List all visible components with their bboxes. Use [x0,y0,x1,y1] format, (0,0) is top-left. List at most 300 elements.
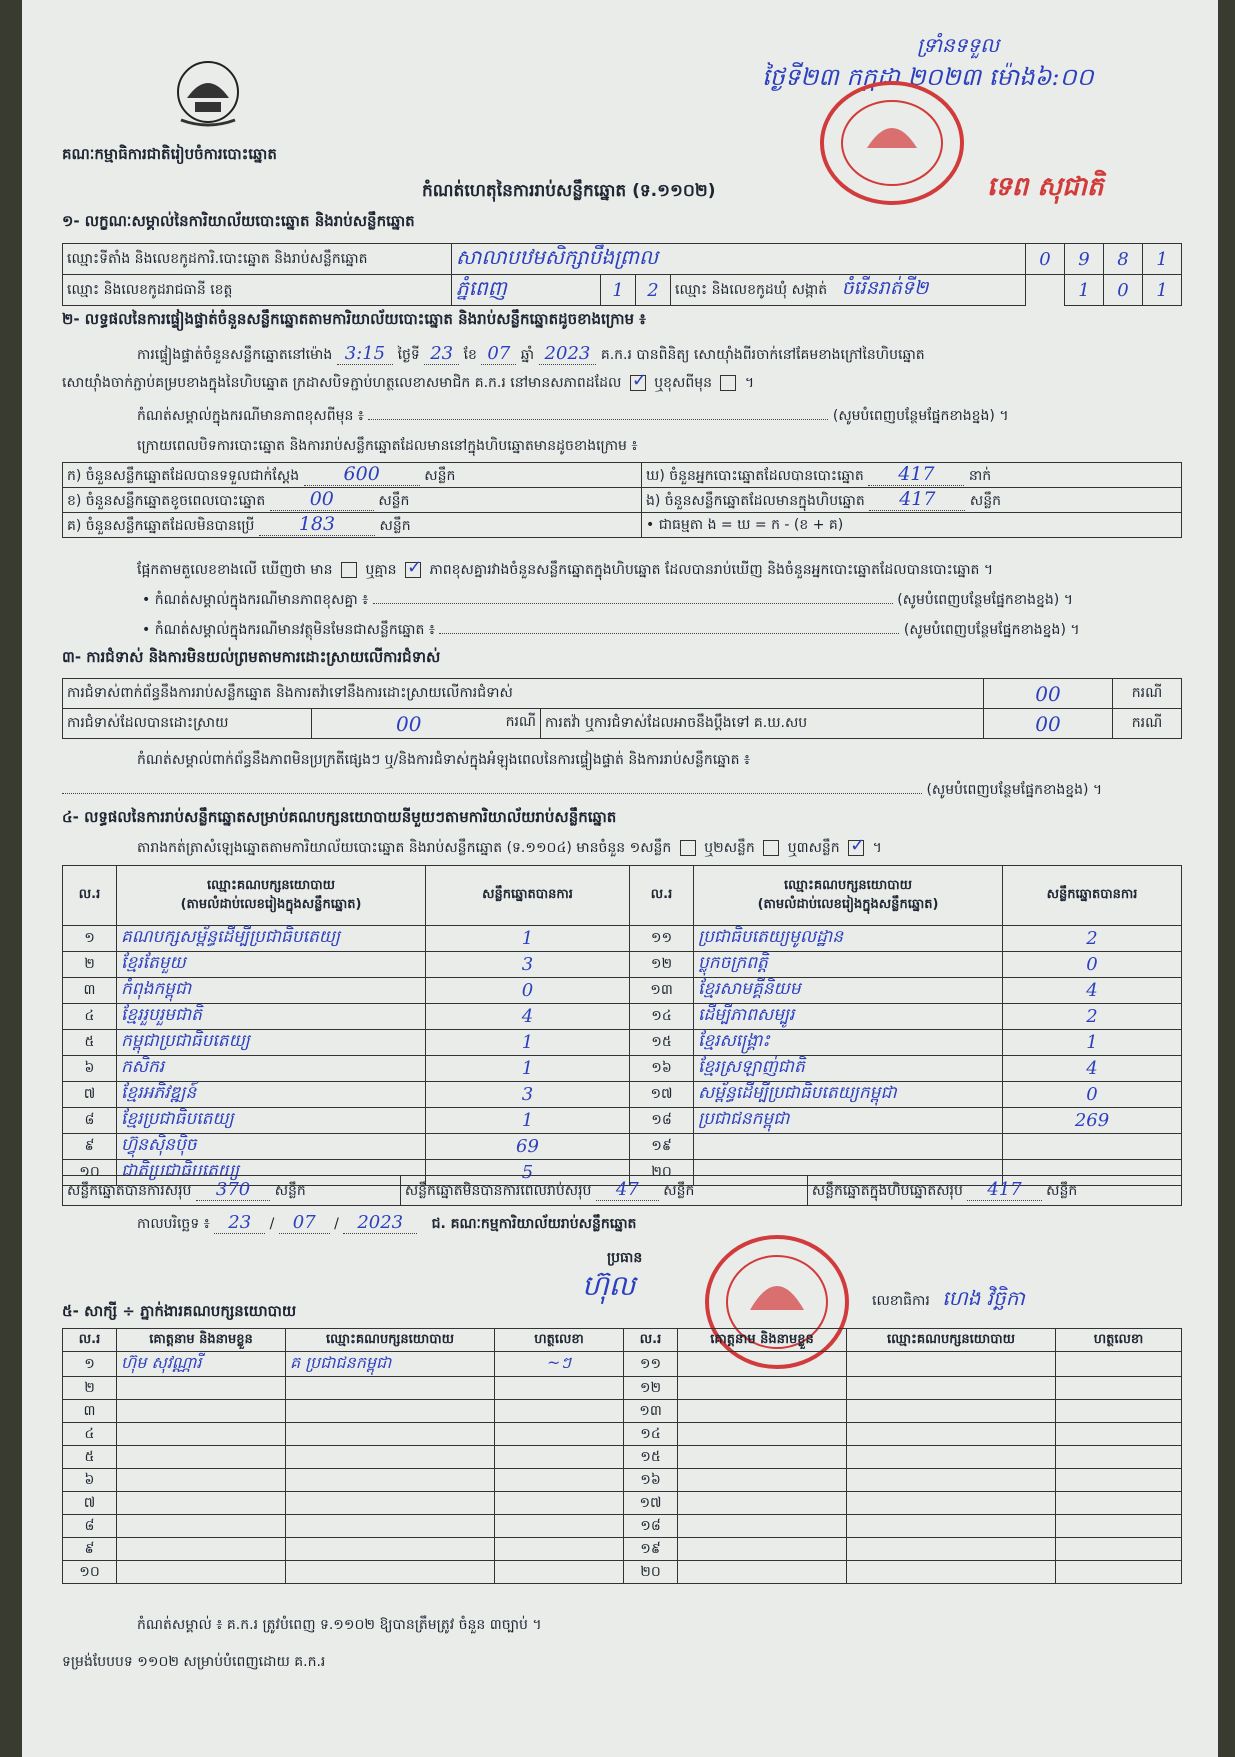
table-row [63,1492,1182,1515]
verify-month-label: ខែ [463,347,477,363]
formula: • ជាធម្មតា ង = ឃ = ក - (ខ + គ) [642,513,1182,538]
table-row [63,1446,1182,1469]
resolved-value: 00 [396,711,422,736]
total-box-label: សន្លឹកឆ្នោតក្នុងហិបឆ្នោតសរុប [811,1183,963,1199]
party-name: ហ៊្វុនស៊ិនប៉ិច [117,1134,426,1160]
chair-signature: ហ៊ុល [582,1269,636,1302]
party-name: ខ្មែរតែមួយ [117,952,426,978]
total-valid [63,1176,401,1206]
committee-label: ជ. គណៈកម្មការិយាល័យរាប់សន្លឹកឆ្នោត [431,1216,637,1232]
row-no: ១៥ [624,1446,678,1469]
witness-sign [495,1423,624,1446]
section-3-title: ៣- ការជំទាស់ និងការមិនយល់ព្រមតាមការដោះស្រាយលើការជំទាស់ [62,648,441,666]
row-no: ១១ [624,1352,678,1377]
witness-party [286,1377,495,1400]
one-sheet-checkbox[interactable] [680,840,696,856]
witness-party [847,1423,1056,1446]
witness-name [678,1423,847,1446]
witness-sign [495,1538,624,1561]
received-date: ថ្ងៃទី២៣ កក្កដា ២០២៣ ម៉ោង៦:០០ [762,63,1094,91]
col-party [694,866,1003,926]
party-name: ដើម្បីភាពសម្បូរ [694,1004,1003,1030]
count-b-label: ខ) ចំនួនសន្លឹកឆ្នោតខូចពេលបោះឆ្នោត [67,493,266,509]
code-digit: 0 [1026,244,1065,275]
row-no: ១០ [63,1160,117,1186]
note-3-label: • កំណត់សម្គាល់ក្នុងករណីមានវត្ថុមិនមែនជាសន្លឹកឆ្នោត ៖ [142,622,435,638]
witness-sign [495,1446,624,1469]
table-row [63,1423,1182,1446]
witness-sign [1056,1400,1182,1423]
unit: សន្លឹក [424,468,456,484]
col-no: ល.រ [624,1329,678,1352]
objection-table [62,678,1182,739]
witness-party [847,1469,1056,1492]
totals-table [62,1175,1182,1206]
unit: សន្លឹក [663,1183,695,1199]
total-box [807,1176,1181,1206]
party-votes: 69 [426,1134,630,1160]
party-votes: 1 [426,1108,630,1134]
note-1 [137,406,1182,427]
witness-sign [495,1561,624,1584]
row-no: ១១ [630,926,694,952]
party-name: ខ្មែរប្រជាធិបតេយ្យ [117,1108,426,1134]
witness-party [286,1515,495,1538]
form-sheet [22,0,1218,1757]
col-name: គោត្តនាម និងនាមខ្លួន [117,1329,286,1352]
count-b [63,488,642,513]
ballot-count-table [62,462,1182,538]
row-no: ២០ [630,1160,694,1186]
party-votes: 2 [1003,926,1182,952]
col-party-title: ឈ្មោះគណបក្សនយោបាយ [207,877,335,893]
row-no: ១៤ [624,1423,678,1446]
party-name: កំពុងកម្ពុជា [117,978,426,1004]
fill-note: (សូមបំពេញបន្ថែមផ្នែកខាងខ្នង) ។ [897,592,1073,608]
note-1-label: កំណត់សម្គាល់ក្នុងករណីមានភាពខុសពីមុន ៖ [137,408,364,424]
party-votes: 4 [426,1004,630,1030]
fill-note: (សូមបំពេញបន្ថែមផ្នែកខាងខ្នង) ។ [903,622,1080,638]
col-party-title: ឈ្មោះគណបក្សនយោបាយ [784,877,912,893]
witness-party [286,1538,495,1561]
witness-party [847,1446,1056,1469]
witness-name [678,1515,847,1538]
witness-party [847,1538,1056,1561]
fill-note: (សូមបំពេញបន្ថែមផ្នែកខាងខ្នង) ។ [926,782,1103,798]
row-no: ១ [63,926,117,952]
row-no: ១៧ [624,1492,678,1515]
code-digit: 1 [601,275,636,306]
party-name: ខ្មែរសាមគ្គីនិយម [694,978,1003,1004]
three-sheet-label: ឬ៣សន្លឹក [787,840,840,856]
party-name: ខ្មែរស្រឡាញ់ជាតិ [694,1056,1003,1082]
witness-name [678,1446,847,1469]
party-name: ប្រជាធិបតេយ្យមូលដ្ឋាន [694,926,1003,952]
row-no: ៤ [63,1423,117,1446]
code-digit: 8 [1104,244,1143,275]
count-a-value: 600 [304,463,420,486]
row-no: ៧ [63,1492,117,1515]
secretary-line [872,1285,1025,1315]
count-a-label: ក) ចំនួនសន្លឹកឆ្នោតដែលបានទទួលជាក់ស្តែង [67,468,300,484]
unit: នាក់ [968,468,992,484]
witness-name [117,1561,286,1584]
total-valid-label: សន្លឹកឆ្នោតបានការសរុប [67,1183,192,1199]
code-digit: 1 [1143,244,1182,275]
witness-sign [1056,1492,1182,1515]
row-no: ៦ [63,1469,117,1492]
party-name: គណបក្សសម្ព័ន្ធដើម្បីប្រជាធិបតេយ្យ [117,926,426,952]
witness-name [678,1492,847,1515]
party-name: ខ្មែរអភិវឌ្ឍន៍ [117,1082,426,1108]
province-value: ភ្នំពេញ [452,275,601,306]
witness-name [117,1515,286,1538]
table-row [63,1538,1182,1561]
witness-name [678,1400,847,1423]
table-row [63,1377,1182,1400]
form-title: កំណត់ហេតុនៃការរាប់សន្លឹកឆ្នោត (ទ.១១០២) [422,181,716,201]
witness-header [63,1329,1182,1352]
party-votes: 3 [426,952,630,978]
org-name: គណៈកម្មាធិការជាតិរៀបចំការបោះឆ្នោត [62,145,277,163]
witness-party [286,1423,495,1446]
count-e [642,488,1182,513]
code-digit: 2 [636,275,671,306]
col-no: ល.រ [63,1329,117,1352]
total-invalid-value: 47 [596,1179,659,1201]
witness-name [678,1352,847,1377]
witness-sign [495,1469,624,1492]
witness-sign [1056,1446,1182,1469]
count-d-value: 417 [868,463,964,486]
verify-line-1 [137,343,925,366]
two-sheet-checkbox[interactable] [763,840,779,856]
unit: សន្លឹក [274,1183,306,1199]
secretary-label: លេខាធិការ [872,1293,930,1309]
section-1-title: ១- លក្ខណៈសម្គាល់នៃការិយាល័យបោះឆ្នោត និងរាប់សន្លឹកឆ្នោត [62,212,415,230]
unit: ករណី [1113,709,1182,739]
row-no: ១ [63,1352,117,1377]
sec4-intro: តារាងកត់ត្រាសំឡេងឆ្នោតតាមការិយាល័យបោះឆ្នោត និងរាប់សន្លឹកឆ្នោត (ទ.១១០៤) មានចំនួន ១សន្លឹក ឬ២សន្លឹក ឬ៣សន្លឹក ✓ ។ [137,835,882,856]
table-row [63,1134,1182,1160]
row-no: ៦ [63,1056,117,1082]
table-row [63,1030,1182,1056]
count-d [642,463,1182,488]
resolved-label: ការជំទាស់ដែលបានដោះស្រាយ [63,709,312,739]
objection-value: 00 [984,679,1113,709]
party-name: កម្ពុជាប្រជាធិបតេយ្យ [117,1030,426,1056]
province-label: ឈ្មោះ និងលេខកូដរាជធានី ខេត្ត [63,275,452,306]
changed-label: ឬខុសពីមុន [654,375,713,391]
witness-party [286,1469,495,1492]
row-no: ១៦ [630,1056,694,1082]
same-checkbox[interactable]: ✓ [631,370,647,391]
witness-name [117,1469,286,1492]
verify-year: 2023 [539,343,597,365]
witness-party [847,1492,1056,1515]
witness-party [286,1400,495,1423]
count-c-label: គ) ចំនួនសន្លឹកឆ្នោតដែលមិនបានប្រើ [67,518,255,534]
section-2-title: ២- លទ្ធផលនៃការផ្ទៀងផ្ទាត់ចំនួនសន្លឹកឆ្នោតតាមការិយាល័យបោះឆ្នោត និងរាប់សន្លឹកឆ្នោតដូចខាងក្រោម ៖ [62,310,646,328]
witness-sign [495,1492,624,1515]
party-votes: 1 [426,926,630,952]
col-sign: ហត្ថលេខា [495,1329,624,1352]
table-row [63,1400,1182,1423]
col-party: ឈ្មោះគណបក្សនយោបាយ [847,1329,1056,1352]
col-no: ល.រ [63,866,117,926]
received-by: ទេព សុជាតិ [987,172,1104,202]
witness-name [117,1423,286,1446]
unit: សន្លឹក [1046,1183,1078,1199]
witness-name [117,1446,286,1469]
section-4-title: ៤- លទ្ធផលនៃការរាប់សន្លឹកឆ្នោតសម្រាប់គណបក្សនយោបាយនីមួយៗតាមការិយាល័យរាប់សន្លឹកឆ្នោត [62,808,617,826]
party-name: ប្រជាជនកម្ពុជា [694,1108,1003,1134]
witness-table [62,1328,1182,1584]
party-votes: 1 [426,1030,630,1056]
row-no: ១៩ [630,1134,694,1160]
row-no: ១៥ [630,1030,694,1056]
witness-sign [1056,1515,1182,1538]
row-no: ៩ [63,1538,117,1561]
unit: សន្លឹក [969,493,1002,509]
code-digit: 1 [1143,275,1182,306]
verify-line-2: សោយ៉ាំងចាក់ភ្ជាប់គម្របខាងក្នុងនៃហិបឆ្នោត ក្រដាសបិទភ្ជាប់ហត្ថលេខាសមាជិក គ.ក.រ នៅមានសភាពដដែល ✓ ឬខុសពីមុន ។ [62,370,755,391]
table-row [63,1082,1182,1108]
witness-party [286,1561,495,1584]
party-votes: 1 [1003,1030,1182,1056]
resolved-cell [312,709,541,739]
verify-year-label: ឆ្នាំ [520,347,535,363]
witness-party [847,1561,1056,1584]
party-name: ខ្មែរសង្គ្រោះ [694,1030,1003,1056]
count-e-value: 417 [869,488,965,511]
official-seal-icon [817,78,967,208]
party-votes: 0 [426,978,630,1004]
sec4-intro-text: តារាងកត់ត្រាសំឡេងឆ្នោតតាមការិយាល័យបោះឆ្នោត និងរាប់សន្លឹកឆ្នោត (ទ.១១០៤) មានចំនួន ១សន្លឹក [137,840,672,856]
unit: សន្លឹក [379,518,411,534]
row-no: ១៩ [624,1538,678,1561]
received-label: ទ្រាំនទទួល [917,33,1000,57]
witness-name [678,1469,847,1492]
row-no: ១៤ [630,1004,694,1030]
witness-sign [1056,1377,1182,1400]
row-no: ៣ [63,978,117,1004]
row-no: ៥ [63,1030,117,1056]
party-name: កសិករ [117,1056,426,1082]
no-diff-checkbox[interactable]: ✓ [407,557,423,578]
note-2 [142,590,1182,611]
witness-sign [1056,1538,1182,1561]
form-footer: ទម្រង់បែបបទ ១១០២ សម្រាប់បំពេញដោយ គ.ក.រ [62,1654,326,1670]
col-party: ឈ្មោះគណបក្សនយោបាយ [286,1329,495,1352]
diff-line [137,557,994,581]
witness-sign [495,1515,624,1538]
appeal-value: 00 [984,709,1113,739]
note-3 [142,620,1182,641]
party-name [694,1134,1003,1160]
witness-party [847,1377,1056,1400]
unit: ករណី [1113,679,1182,709]
witness-party [847,1400,1056,1423]
table-row [63,1108,1182,1134]
party-name: ជាតិប្រជាធិបតេយ្យ [117,1160,426,1186]
row-no: ៤ [63,1004,117,1030]
code-digit: 0 [1104,275,1143,306]
chair-label: ប្រធាន [607,1250,643,1266]
witness-name: ហ៊ុម សុវណ្ណារី [117,1352,286,1377]
col-party [117,866,426,926]
diff-label-b: ឬគ្មាន [365,562,397,578]
count-a [63,463,642,488]
row-no: ២ [63,1377,117,1400]
objection-note: កំណត់សម្គាល់ពាក់ព័ន្ធនឹងភាពមិនប្រក្រតីផ្សេងៗ ឬ/និងការជំទាស់ក្នុងអំឡុងពេលនៃការផ្ទៀងផ្ទាត់ និងការរាប់សន្លឹកឆ្នោត ៖ [137,752,751,768]
diff-label-a: ផ្អែកតាមតួលេខខាងលើ ឃើញថា មាន [137,562,333,578]
witness-name [678,1538,847,1561]
witness-sign: ~ៗ [495,1352,624,1377]
witness-name [117,1492,286,1515]
col-party-sub: (តាមលំដាប់លេខរៀងក្នុងសន្លឹកឆ្នោត) [180,896,362,912]
witness-party: គ ប្រជាជនកម្ពុជា [286,1352,495,1377]
party-name: សម្ព័ន្ធដើម្បីប្រជាធិបតេយ្យកម្ពុជា [694,1082,1003,1108]
row-no: ១៨ [630,1108,694,1134]
results-table [62,865,1182,926]
count-c-value: 183 [259,513,375,536]
row-no: ៣ [63,1400,117,1423]
verify-day-label: ថ្ងៃទី [397,347,420,363]
date-month: 07 [279,1212,330,1234]
verify-text-2: សោយ៉ាំងចាក់ភ្ជាប់គម្របខាងក្នុងនៃហិបឆ្នោត ក្រដាសបិទភ្ជាប់ហត្ថលេខាសមាជិក គ.ក.រ នៅមានសភាពដដែល [62,375,622,391]
table-row [63,978,1182,1004]
bottom-note: កំណត់សម្គាល់ ៖ គ.ក.រ ត្រូវបំពេញ ទ.១១០២ ឱ្យបានត្រឹមត្រូវ ចំនួន ៣ច្បាប់ ។ [137,1617,542,1633]
date-day: 23 [214,1212,265,1234]
count-d-label: ឃ) ចំនួនអ្នកបោះឆ្នោតដែលបានបោះឆ្នោត [646,468,864,484]
party-votes [1003,1134,1182,1160]
count-c [63,513,642,538]
intro-e: ក្រោយពេលបិទការបោះឆ្នោត និងការរាប់សន្លឹកឆ្នោតដែលមាននៅក្នុងហិបឆ្នោតមានដូចខាងក្រោម ៖ [137,438,638,454]
witness-sign [1056,1352,1182,1377]
col-sign: ហត្ថលេខា [1056,1329,1182,1352]
witness-name [117,1538,286,1561]
party-votes: 5 [426,1160,630,1186]
col-votes: សន្លឹកឆ្នោតបានការ [426,866,630,926]
witness-sign [495,1400,624,1423]
party-votes: 3 [426,1082,630,1108]
table-row [63,1469,1182,1492]
commune-value: ចំរើនរាត់ទី២ [841,277,929,299]
witness-name [117,1377,286,1400]
count-e-label: ង) ចំនួនសន្លឹកឆ្នោតដែលមានក្នុងហិបឆ្នោត [646,493,865,509]
code-digit: 1 [1065,275,1104,306]
row-no: ១២ [624,1377,678,1400]
objection-label: ការជំទាស់ពាក់ព័ន្ធនឹងការរាប់សន្លឹកឆ្នោត និងការតវ៉ាទៅនឹងការដោះស្រាយលើការជំទាស់ [63,679,984,709]
secretary-signature: ហេង វិច្ឆិកា [942,1286,1025,1310]
witness-name [678,1561,847,1584]
party-name: ខ្មែររួបរួមជាតិ [117,1004,426,1030]
row-no: ៧ [63,1082,117,1108]
count-b-value: 00 [270,488,374,511]
total-valid-value: 370 [196,1179,270,1201]
total-invalid-label: សន្លឹកឆ្នោតមិនបានការពេលរាប់សរុប [404,1183,592,1199]
table-row [63,1515,1182,1538]
fill-note: (សូមបំពេញបន្ថែមផ្នែកខាងខ្នង) ។ [832,408,1009,424]
nec-emblem-icon [167,58,249,130]
date-label: កាលបរិច្ឆេទ ៖ [137,1216,210,1232]
table-row [63,952,1182,978]
appeal-label: ការតវ៉ា ឬការជំទាស់ដែលអាចនឹងប្តឹងទៅ គ.ឃ.សប [541,709,984,739]
row-no: ២០ [624,1561,678,1584]
row-no: ៥ [63,1446,117,1469]
row-no: ១៣ [624,1400,678,1423]
col-votes: សន្លឹកឆ្នោតបានការ [1003,866,1182,926]
diff-label-c: ភាពខុសគ្នារវាងចំនួនសន្លឹកឆ្នោតក្នុងហិបឆ្នោត ដែលបានរាប់ឃើញ និងចំនួនអ្នកបោះឆ្នោតដែលបានបោះឆ្នោត ។ [429,562,994,578]
witness-party [286,1446,495,1469]
commune-label [671,275,1026,306]
party-votes: 4 [1003,978,1182,1004]
table-row [63,1056,1182,1082]
verify-month: 07 [481,343,516,365]
witness-party [847,1515,1056,1538]
witness-sign [1056,1423,1182,1446]
table-row [63,1561,1182,1584]
party-votes: 269 [1003,1108,1182,1134]
witness-sign [1056,1469,1182,1492]
commune-label-text: ឈ្មោះ និងលេខកូដឃុំ សង្កាត់ [675,282,828,298]
col-name: គោត្តនាម និងនាមខ្លួន [678,1329,847,1352]
note-2-label: • កំណត់សម្គាល់ក្នុងករណីមានភាពខុសគ្នា ៖ [142,592,369,608]
party-votes: 1 [426,1056,630,1082]
verify-day: 23 [424,343,459,365]
total-invalid [400,1176,807,1206]
party-votes: 2 [1003,1004,1182,1030]
party-name: ប្លុកចក្រពត្តិ [694,952,1003,978]
row-no: ១២ [630,952,694,978]
changed-checkbox[interactable] [720,375,736,391]
three-sheet-checkbox[interactable]: ✓ [850,835,866,856]
row-no: ២ [63,952,117,978]
row-no: ៨ [63,1108,117,1134]
row-no: ១៦ [624,1469,678,1492]
unit: ករណី [505,713,536,730]
unit: សន្លឹក [378,493,410,509]
row-no: ៩ [63,1134,117,1160]
code-digit: 9 [1065,244,1104,275]
date-line: កាលបរិច្ឆេទ ៖ 23 / 07 / 2023 ជ. គណៈកម្មការិយាល័យរាប់សន្លឹកឆ្នោត [137,1212,637,1233]
witness-party [847,1352,1056,1377]
witness-sign [1056,1561,1182,1584]
section-5-title: ៥- សាក្សី ÷ ភ្នាក់ងារគណបក្សនយោបាយ [62,1302,297,1320]
witness-name [678,1377,847,1400]
row-no: ១៣ [630,978,694,1004]
witness-name [117,1400,286,1423]
party-votes: 0 [1003,1082,1182,1108]
objection-note-line [62,780,1182,801]
row-no: ១៧ [630,1082,694,1108]
location-value: សាលាបឋមសិក្សាបឹងព្រាល [452,244,1026,275]
row-no: ១០ [63,1561,117,1584]
row-no: ១៨ [624,1515,678,1538]
has-diff-checkbox[interactable] [341,562,357,578]
two-sheet-label: ឬ២សន្លឹក [704,840,755,856]
col-no: ល.រ [630,866,694,926]
party-votes: 0 [1003,952,1182,978]
witness-party [286,1492,495,1515]
row-no: ៨ [63,1515,117,1538]
table-row [63,926,1182,952]
results-rows [62,925,1182,1186]
party-votes: 4 [1003,1056,1182,1082]
date-year: 2023 [343,1212,417,1234]
verify-text: គ.ក.រ បានពិនិត្យ សោយ៉ាំងពីរចាក់នៅគែមខាងក្រៅនៃហិបឆ្នោត [600,347,925,363]
